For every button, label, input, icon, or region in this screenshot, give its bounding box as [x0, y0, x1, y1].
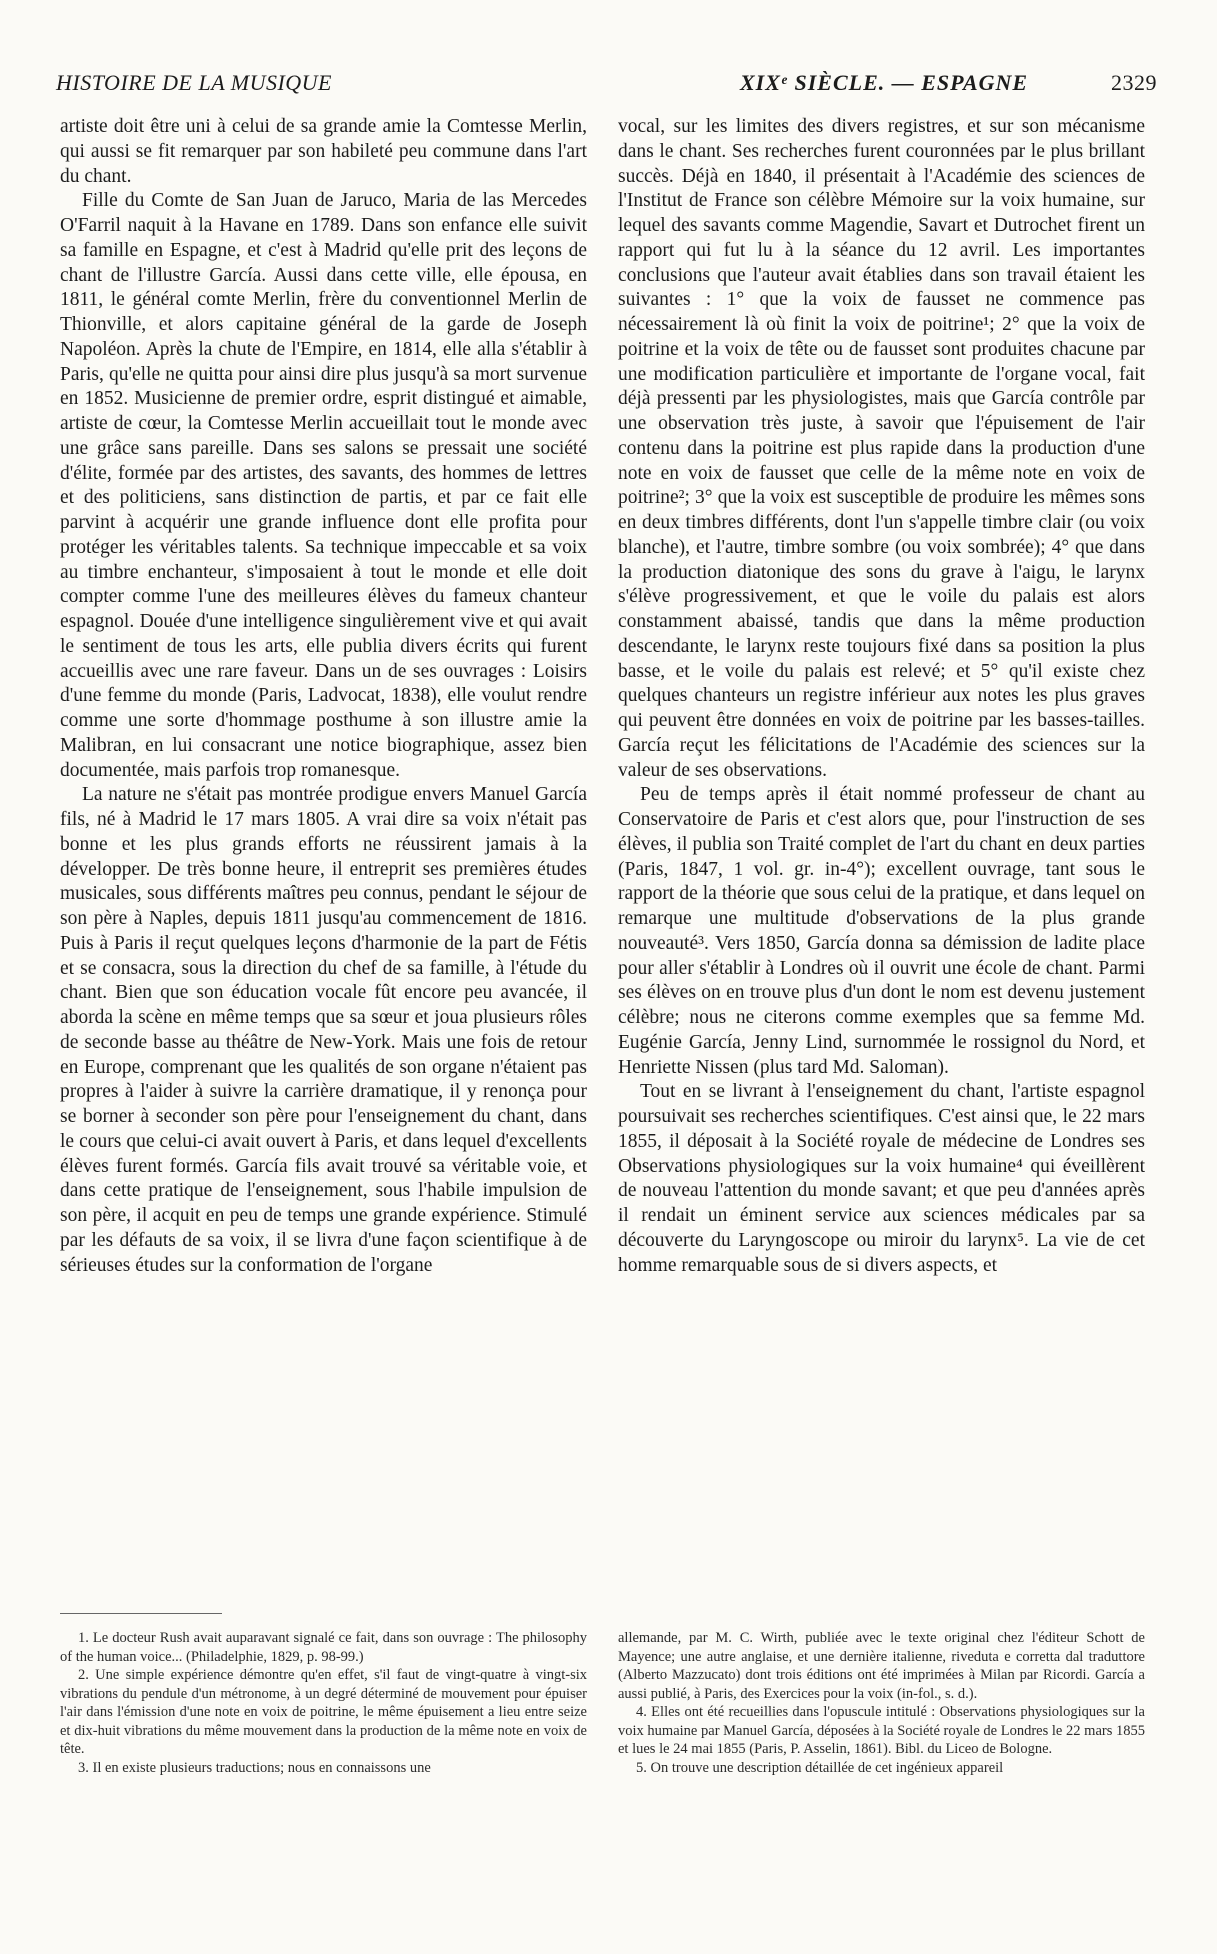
text-column-right — [618, 115, 1145, 1278]
paragraph: artiste doit être uni à celui de sa grande amie la Comtesse Merlin, qui aussi se fit remarquer par son habileté peu commune dans l'art du chant. — [60, 116, 587, 187]
running-header-title: HISTOIRE DE LA MUSIQUE — [56, 70, 332, 95]
page-number: 2329 — [1111, 70, 1157, 95]
footnote-separator — [60, 1613, 222, 1614]
paragraph: Tout en se livrant à l'enseignement du chant, l'artiste espagnol poursuivait ses recherches scientifiques. C'est ainsi que, le 22 mars 1855, il déposait à la Société royale de médecine de Londres ses Observations physiologiques sur la voix humaine⁴ qui éveillèrent de nouveau l'attention du monde savant; et que peu d'années après il rendait un éminent service aux sciences médicales par sa découverte du Laryngoscope ou miroir du larynx⁵. La vie de cet homme remarquable sous de si divers aspects, et — [618, 1081, 1145, 1276]
paragraph: La nature ne s'était pas montrée prodigue envers Manuel García fils, né à Madrid le 17 mars 1805. A vrai dire sa voix n'était pas bonne et les plus grands efforts ne réussirent jamais à la développer. De très bonne heure, il entreprit ses premières études musicales, sous différents maîtres peu connus, pendant le séjour de son père à Naples, depuis 1811 jusqu'au commencement de 1816. Puis à Paris il reçut quelques leçons d'harmonie de la part de Fétis et se consacra, sous la direction du chef de sa famille, à l'étude du chant. Bien que son éducation vocale fût encore peu avancée, il aborda la scène en même temps que sa sœur et joua plusieurs rôles de seconde basse au théâtre de New-York. Mais une fois de retour en Europe, comprenant que les qualités de son organe n'étaient pas propres à l'aider à suivre la carrière dramatique, il y renonça pour se borner à seconder son père pour l'enseignement du chant, dans le cours que celui-ci avait ouvert à Paris, et dans lequel d'excellents élèves furent formés. García fils avait trouvé sa véritable voie, et dans cette pratique de l'enseignement, sous l'habile impulsion de son père, il acquit en peu de temps une grande expérience. Stimulé par les défauts de sa voix, il se livra d'une façon scientifique à de sérieuses études sur la conformation de l'organe — [60, 784, 587, 1276]
text-column-left — [60, 115, 587, 1278]
paragraph: Peu de temps après il était nommé professeur de chant au Conservatoire de Paris et c'est alors que, pour l'instruction de ses élèves, il publia son Traité complet de l'art du chant en deux parties (Paris, 1847, 1 vol. gr. in-4°); excellent ouvrage, tant sous le rapport de la théorie que sous celui de la pratique, et dans lequel on remarque une multitude d'observations de la plus grande nouveauté³. Vers 1850, García donna sa démission de ladite place pour aller s'établir à Londres où il ouvrit une école de chant. Parmi ses élèves on en trouve plus d'un dont le nom est devenu justement célèbre; nous ne citerons comme exemples que sa femme Md. Eugénie García, Jenny Lind, surnommée le rossignol du Nord, et Henriette Nissen (plus tard Md. Saloman). — [618, 784, 1145, 1078]
footnote: 4. Elles ont été recueillies dans l'opuscule intitulé : Observations physiologiques sur la voix humaine par Manuel García, déposées à la Société royale de Londres le 22 mars 1855 et lues le 24 mai 1855 (Paris, P. Asselin, 1861). Bibl. du Liceo de Bologne. — [618, 1704, 1145, 1757]
footnote: 5. On trouve une description détaillée de cet ingénieux appareil — [636, 1759, 1004, 1776]
footnote: 1. Le docteur Rush avait auparavant signalé ce fait, dans son ouvrage : The philosophy of the human voice... (Philadelphie, 1829, p. 98-99.) — [60, 1630, 587, 1665]
footnotes-right — [618, 1629, 1145, 1777]
running-header-section: XIXᵉ SIÈCLE. — ESPAGNE — [740, 70, 1029, 95]
footnotes-left — [60, 1629, 587, 1777]
paragraph: Fille du Comte de San Juan de Jaruco, Maria de las Mercedes O'Farril naquit à la Havane en 1789. Dans son enfance elle suivit sa famille en Espagne, et c'est à Madrid qu'elle prit des leçons de chant de l'illustre García. Aussi dans cette ville, elle épousa, en 1811, le général comte Merlin, frère du conventionnel Merlin de Thionville, et alors capitaine général de la garde de Joseph Napoléon. Après la chute de l'Empire, en 1814, elle alla s'établir à Paris, qu'elle ne quitta pour ainsi dire plus jusqu'à sa mort survenue en 1852. Musicienne de premier ordre, esprit distingué et aimable, artiste de cœur, la Comtesse Merlin accueillait tout le monde avec une grâce sans pareille. Dans ses salons se pressait une société d'élite, formée par des artistes, des savants, des hommes de lettres et des politiciens, sans distinction de partis, et par ce fait elle parvint à acquérir une grande influence dont elle profita pour protéger les véritables talents. Sa technique impeccable et sa voix au timbre enchanteur, s'imposaient à tout le monde et elle doit compter comme l'une des meilleures élèves du fameux chanteur espagnol. Douée d'une intelligence singulièrement vive et qui avait le sentiment de tous les arts, elle publia divers écrits qui furent accueillis avec une rare faveur. Dans un de ses ouvrages : Loisirs d'une femme du monde (Paris, Ladvocat, 1838), elle voulut rendre comme une sorte d'hommage posthume à son illustre amie la Malibran, en lui consacrant une notice biographique, assez bien documentée, mais parfois trop romanesque. — [60, 190, 587, 781]
footnote: 2. Une simple expérience démontre qu'en effet, s'il faut de vingt-quatre à vingt-six vibrations du pendule d'un métronome, à un degré déterminé de mouvement pour épuiser l'air dans l'émission d'une note en voix de poitrine, le même épuisement a lieu entre seize et dix-huit vibrations du même mouvement dans la production de la même note en voix de tête. — [60, 1667, 587, 1757]
footnote: 3. Il en existe plusieurs traductions; nous en connaissons une — [78, 1759, 431, 1776]
paragraph: vocal, sur les limites des divers registres, et sur son mécanisme dans le chant. Ses recherches furent couronnées par le plus brillant succès. Déjà en 1840, il présentait à l'Académie des sciences de l'Institut de France son célèbre Mémoire sur la voix humaine, sur lequel des savants comme Magendie, Savart et Dutrochet firent un rapport qui fut lu à la séance du 12 avril. Les importantes conclusions que l'auteur avait établies dans son travail étaient les suivantes : 1° que la voix de fausset ne commence pas nécessairement là où finit la voix de poitrine¹; 2° que la voix de poitrine et la voix de tête ou de fausset sont produites chacune par une modification particulière et importante de l'organe vocal, fait déjà pressenti par les physiologistes, mais que García contrôle par une observation très juste, à savoir que l'épuisement de l'air contenu dans la poitrine est plus rapide dans la production d'une note en voix de fausset que celle de la même note en voix de poitrine²; 3° que la voix est susceptible de produire les mêmes sons en deux timbres différents, dont l'un s'appelle timbre clair (ou voix blanche), et l'autre, timbre sombre (ou voix sombrée); 4° que dans la production diatonique des sons du grave à l'aigu, le larynx s'élève progressivement, et que le voile du palais est alors constamment abaissé, tandis que dans la même production descendante, le larynx reste toujours fixé dans sa position la plus basse, et le voile du palais est relevé; et 5° qu'il existe chez quelques chanteurs un registre inférieur aux notes les plus graves qui peuvent être données en voix de poitrine par les basses-tailles. García reçut les félicitations de l'Académie des sciences sur la valeur de ses observations. — [618, 116, 1145, 781]
footnote: allemande, par M. C. Wirth, publiée avec le texte original chez l'éditeur Schott de Mayence; une autre anglaise, et une dernière italienne, riveduta e corretta dal traduttore (Alberto Mazzucato) dont trois éditions ont été imprimées à Milan par Ricordi. García a aussi publié, à Paris, des Exercices pour la voix (in-fol., s. d.). — [618, 1630, 1145, 1702]
